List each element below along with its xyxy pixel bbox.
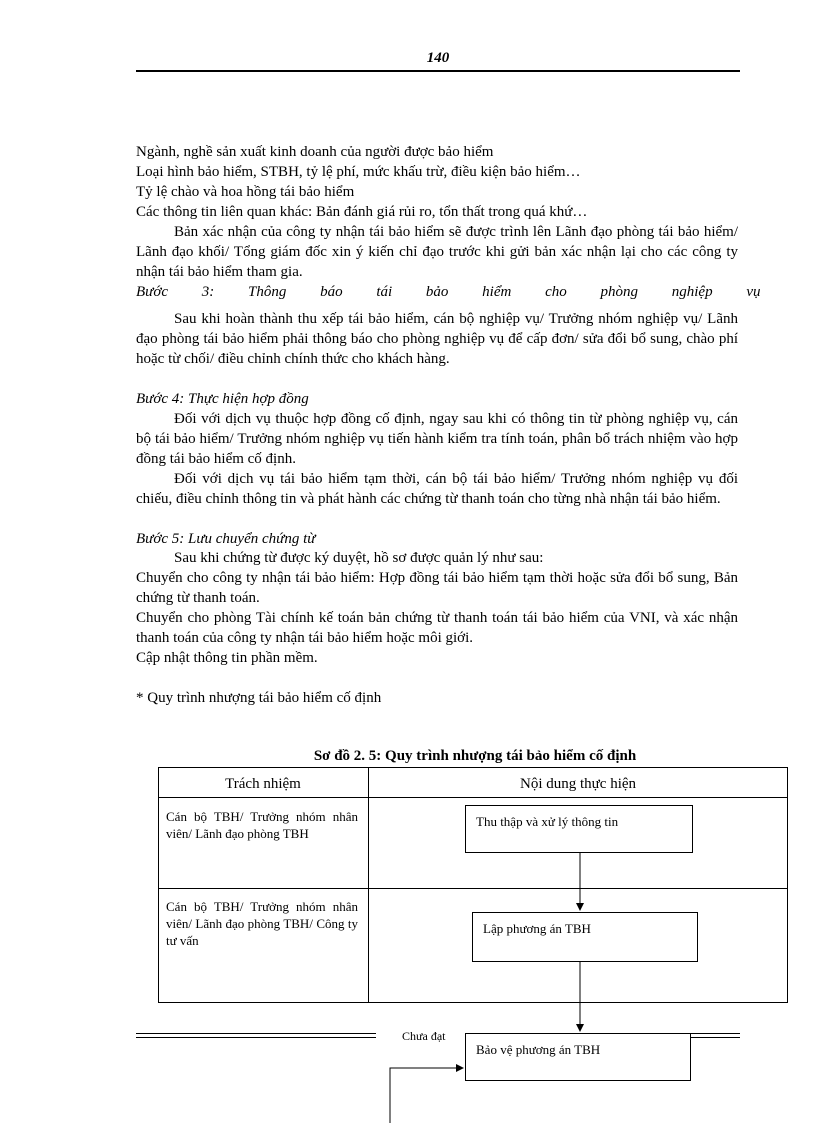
step-4-heading: Bước 4: Thực hiện hợp đồng xyxy=(136,391,309,407)
step-box-plan: Lập phương án TBH xyxy=(472,912,698,962)
step-3-heading: Bước 3: Thông báo tái bảo hiểm cho phòng nghiệp vụ xyxy=(136,284,761,300)
step-box-collect-info: Thu thập và xử lý thông tin xyxy=(465,805,693,853)
paragraph-step-3: Sau khi hoàn thành thu xếp tái bảo hiểm, cán bộ nghiệp vụ/ Trưởng nhóm nghiệp vụ/ Lãnh đạo phòng tái bảo hiểm phải thông báo cho phòng nghiệp vụ để cấp đơn/ sửa đổi bổ sung, chào phí hoặc từ chối/ điều chỉnh chính thức cho khách hàng. xyxy=(136,311,738,367)
paragraph-fixed-contract: Đối với dịch vụ thuộc hợp đồng cố định, ngay sau khi có thông tin từ phòng nghiệp vụ, cán bộ tái bảo hiểm/ Trưởng nhóm nghiệp vụ tiến hành kiểm tra tính toán, phân bổ trách nhiệm vào hợp đồng tái bảo hiểm cố định. xyxy=(136,411,738,467)
step-5-heading: Bước 5: Lưu chuyển chứng từ xyxy=(136,531,316,547)
column-header-content: Nội dung thực hiện xyxy=(519,776,637,792)
row2-responsibility: Cán bộ TBH/ Trưởng nhóm nhân viên/ Lãnh đạo phòng TBH/ Công ty tư vấn xyxy=(166,899,358,948)
loop-back-line xyxy=(390,1068,463,1123)
list-line-insurance-type: Loại hình bảo hiểm, STBH, tỷ lệ phí, mức khấu trừ, điều kiện bảo hiểm… xyxy=(136,164,581,180)
column-header-responsibility: Trách nhiệm xyxy=(225,776,301,792)
section-heading: * Quy trình nhượng tái bảo hiểm cố định xyxy=(136,690,382,706)
paragraph-confirmation: Bản xác nhận của công ty nhận tái bảo hiểm sẽ được trình lên Lãnh đạo phòng tái bảo hiểm/ Lãnh đạo khối/ Tổng giám đốc xin ý kiến chỉ đạo trước khi gửi bản xác nhận lại cho các công ty nhận tái bảo hiểm tham gia. xyxy=(136,224,738,280)
paragraph-facultative: Đối với dịch vụ tái bảo hiểm tạm thời, cán bộ tái bảo hiểm/ Trưởng nhóm nghiệp vụ đối chiếu, điều chỉnh thông tin và phát hành các chứng từ thanh toán cho từng nhà nhận tái bảo hiểm. xyxy=(136,471,738,507)
list-line-other-info: Các thông tin liên quan khác: Bản đánh giá rủi ro, tổn thất trong quá khứ… xyxy=(136,204,588,220)
list-line-commission: Tỷ lệ chào và hoa hồng tái bảo hiểm xyxy=(136,184,355,200)
loop-label: Chưa đạt xyxy=(402,1029,446,1043)
paragraph-transfer-reinsurer: Chuyển cho công ty nhận tái bảo hiểm: Hợp đồng tái bảo hiểm tạm thời hoặc sửa đổi bổ sung, Bản chứng từ thanh toán. xyxy=(136,570,738,606)
paragraph-documents-intro: Sau khi chứng từ được ký duyệt, hồ sơ được quản lý như sau: xyxy=(174,550,544,566)
row1-responsibility: Cán bộ TBH/ Trưởng nhóm nhân viên/ Lãnh đạo phòng TBH xyxy=(166,809,358,841)
paragraph-software-update: Cập nhật thông tin phần mềm. xyxy=(136,650,318,666)
diagram-caption: Sơ đồ 2. 5: Quy trình nhượng tái bảo hiểm cố định xyxy=(313,748,637,764)
list-line-industry: Ngành, nghề sản xuất kinh doanh của người được bảo hiểm xyxy=(136,144,494,160)
paragraph-transfer-accounting: Chuyển cho phòng Tài chính kế toán bản chứng từ thanh toán tái bảo hiểm của VNI, và xác nhận thanh toán của công ty nhận tái bảo hiểm hoặc môi giới. xyxy=(136,610,738,646)
step-box-defend-plan: Bảo vệ phương án TBH xyxy=(465,1033,691,1081)
page-number: 140 xyxy=(426,50,450,66)
